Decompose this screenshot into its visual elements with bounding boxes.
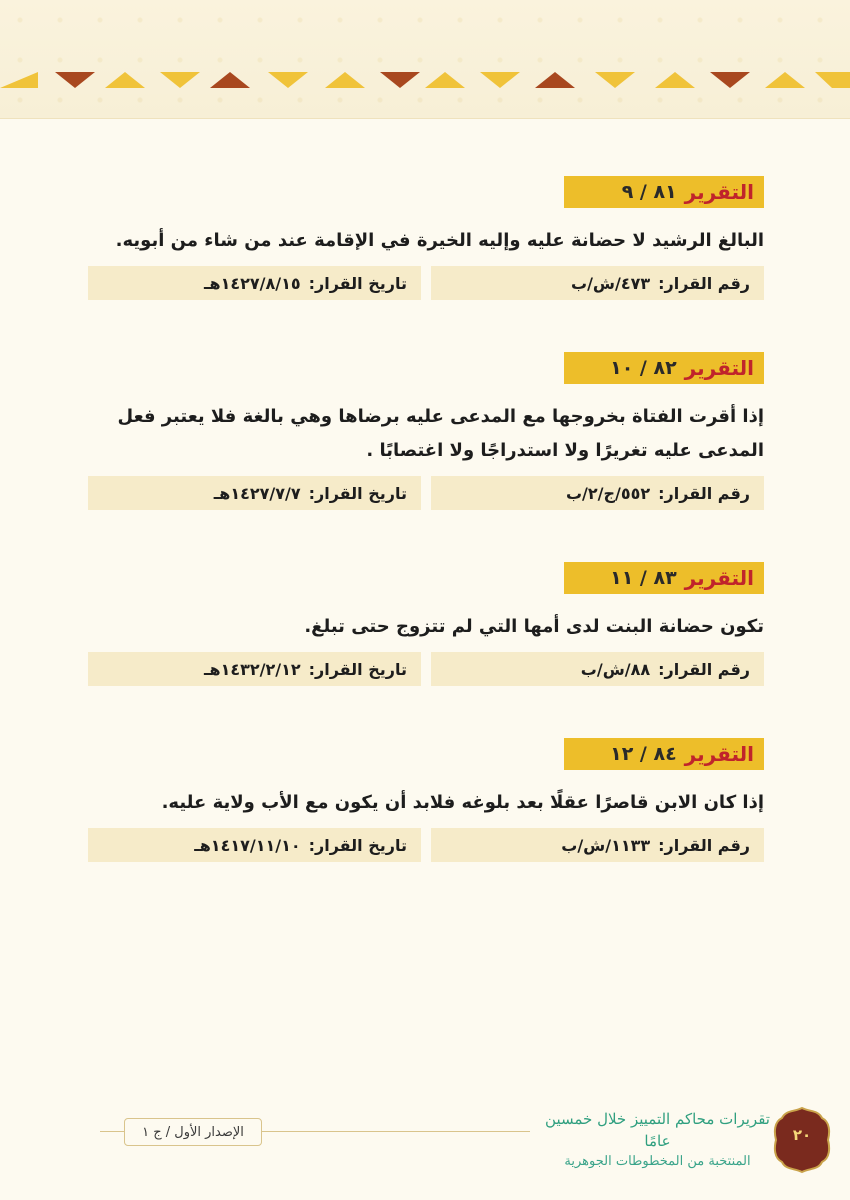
ruling-item: [88, 352, 764, 510]
series-logo-line2: المنتخبة من المخطوطات الجوهرية: [564, 1154, 751, 1169]
decision-date-label: تاريخ القرار:: [308, 483, 407, 503]
decision-number-box: [431, 476, 764, 510]
decision-date-label: تاريخ القرار:: [308, 273, 407, 293]
ruling-meta-row: [88, 652, 764, 686]
decision-number-box: [431, 828, 764, 862]
decision-number-box: [431, 652, 764, 686]
ruling-meta-row: [88, 828, 764, 862]
ruling-title-bar: [564, 352, 764, 384]
ruling-title-number: ٨١ / ٩: [621, 181, 677, 203]
decision-date-box: [88, 266, 421, 300]
ruling-title-row: [88, 176, 764, 208]
ruling-title-bar: [564, 562, 764, 594]
ruling-title-row: [88, 352, 764, 384]
decision-number-label: رقم القرار:: [658, 273, 750, 293]
page-number: ٢٠: [792, 1126, 812, 1144]
ruling-title-label: التقرير: [684, 566, 754, 590]
decision-number-label: رقم القرار:: [658, 659, 750, 679]
ruling-title-row: [88, 738, 764, 770]
ruling-title-number: ٨٣ / ١١: [610, 567, 677, 589]
edition-label: الإصدار الأول / ج ١: [124, 1118, 262, 1146]
ruling-title-number: ٨٤ / ١٢: [610, 743, 677, 765]
ruling-title-label: التقرير: [684, 356, 754, 380]
decision-date-label: تاريخ القرار:: [308, 659, 407, 679]
ruling-item: [88, 562, 764, 686]
decision-number-label: رقم القرار:: [658, 483, 750, 503]
ruling-title-bar: [564, 738, 764, 770]
decision-date-box: [88, 828, 421, 862]
ruling-title-row: [88, 562, 764, 594]
ruling-text: إذا أقرت الفتاة بخروجها مع المدعى عليه برضاها وهي بالغة فلا يعتبر فعل المدعى عليه تغريرًا ولا استدراجًا ولا اغتصابًا .: [117, 406, 764, 461]
ruling-item: [88, 738, 764, 862]
decision-number-value: ١١٣٣/ش/ب: [561, 835, 651, 855]
ruling-item: [88, 176, 764, 300]
ruling-meta-row: [88, 476, 764, 510]
ruling-title-bar: [564, 176, 764, 208]
decision-date-value: ١٤٢٧/٨/١٥هـ: [204, 273, 301, 293]
decision-date-value: ١٤١٧/١١/١٠هـ: [194, 835, 301, 855]
decision-number-value: ٥٥٢/ج/٢/ب: [565, 483, 651, 503]
decision-number-box: [431, 266, 764, 300]
decision-date-box: [88, 652, 421, 686]
series-logo: [545, 1108, 770, 1172]
decorative-header: [0, 0, 850, 119]
ruling-title-label: التقرير: [684, 742, 754, 766]
triangle-border-ornament: [0, 0, 850, 118]
decision-date-label: تاريخ القرار:: [308, 835, 407, 855]
ruling-title-number: ٨٢ / ١٠: [610, 357, 677, 379]
ruling-meta-row: [88, 266, 764, 300]
decision-number-label: رقم القرار:: [658, 835, 750, 855]
decision-date-box: [88, 476, 421, 510]
ruling-text: البالغ الرشيد لا حضانة عليه وإليه الخيرة في الإقامة عند من شاء من أبويه.: [115, 230, 764, 251]
ruling-title-label: التقرير: [684, 180, 754, 204]
decision-date-value: ١٤٣٢/٢/١٢هـ: [204, 659, 301, 679]
series-logo-line1: تقريرات محاكم التمييز خلال خمسين عامًا: [545, 1110, 770, 1150]
decision-date-value: ١٤٢٧/٧/٧هـ: [213, 483, 301, 503]
decision-number-value: ٨٨/ش/ب: [580, 659, 651, 679]
ruling-text: تكون حضانة البنت لدى أمها التي لم تتزوج حتى تبلغ.: [304, 616, 764, 637]
rulings-list: [88, 176, 764, 914]
decision-number-value: ٤٧٣/ش/ب: [571, 273, 651, 293]
ruling-text: إذا كان الابن قاصرًا عقلًا بعد بلوغه فلابد أن يكون مع الأب ولاية عليه.: [161, 792, 764, 813]
